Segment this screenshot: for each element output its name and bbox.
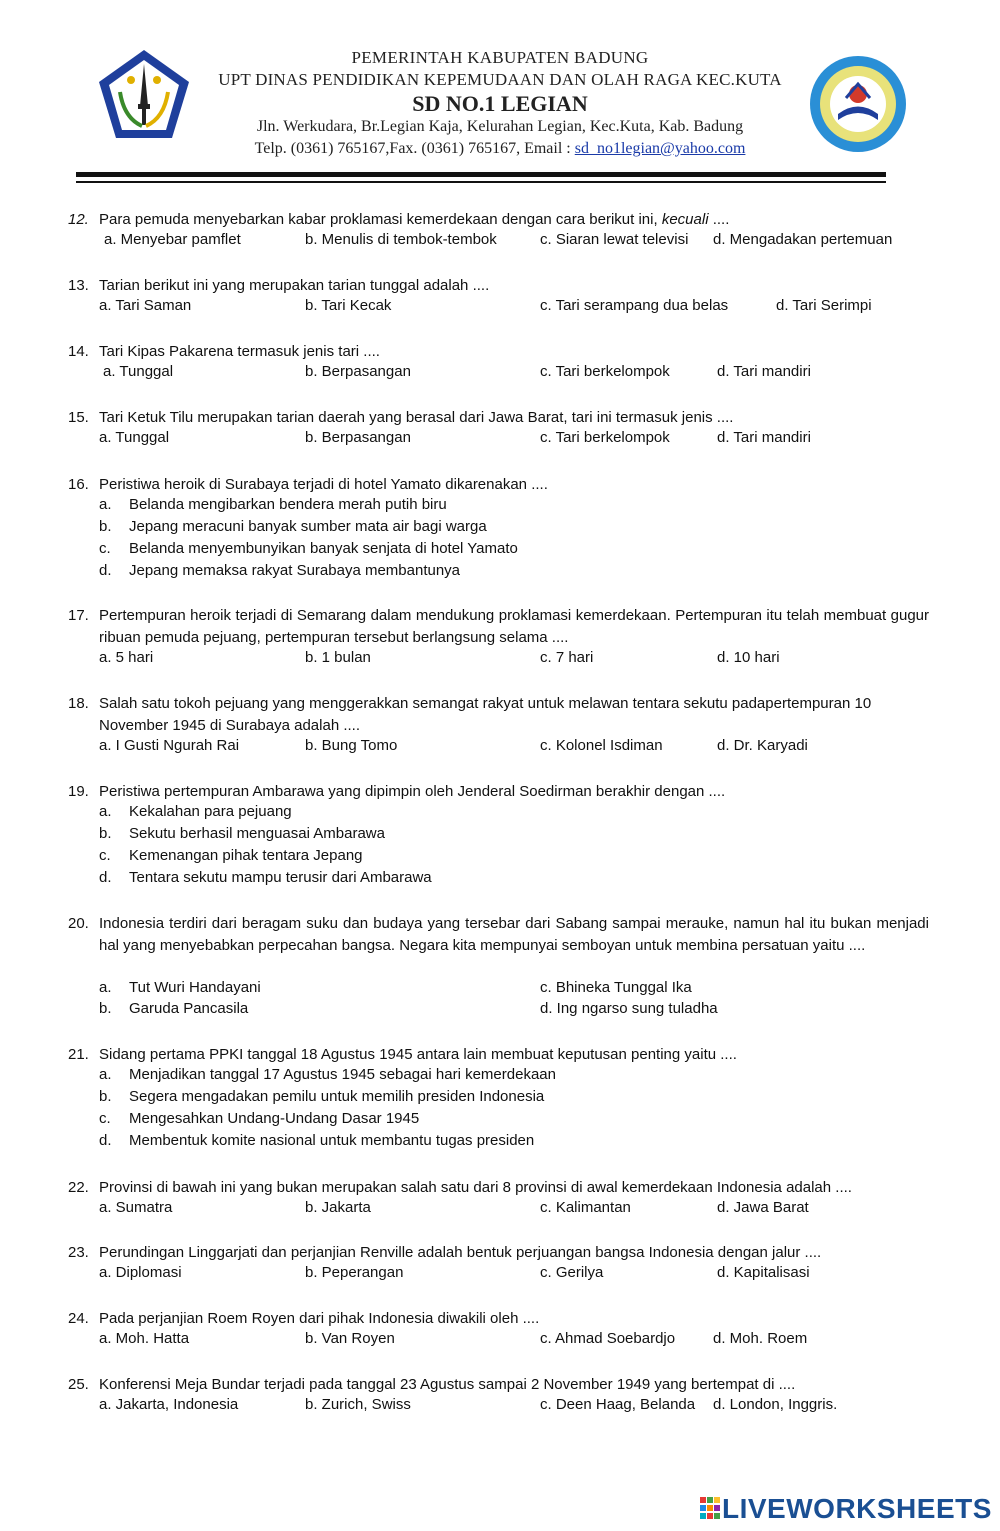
question-number: 24. [68, 1310, 89, 1327]
question-number: 25. [68, 1376, 89, 1393]
option-text: Kemenangan pihak tentara Jepang [129, 847, 363, 864]
option-a[interactable]: a. I Gusti Ngurah Rai [99, 737, 240, 754]
option-a-letter: a. [99, 979, 112, 996]
option-c[interactable] [0, 1110, 1000, 1132]
option-b[interactable]: b. Berpasangan [305, 363, 411, 380]
options-row [0, 649, 1000, 671]
option-a[interactable]: a. Sumatra [99, 1199, 173, 1216]
question-stem: Tari Ketuk Tilu merupakan tarian daerah yang berasal dari Jawa Barat, tari ini termasuk jenis .... [99, 409, 734, 426]
option-a[interactable]: a. Moh. Hatta [99, 1330, 190, 1347]
option-b[interactable] [0, 1088, 1000, 1110]
option-a[interactable]: a. Tari Saman [99, 297, 192, 314]
option-c[interactable]: c. 7 hari [540, 649, 594, 666]
question-number: 18. [68, 695, 89, 712]
question-stem: Perundingan Linggarjati dan perjanjian Renville adalah bentuk perjuangan bangsa Indonesia dengan jalur .... [99, 1244, 822, 1261]
question-stem: Pertempuran heroik terjadi di Semarang dalam mendukung proklamasi kemerdekaan. Pertempuran itu telah membuat gugur ribuan pemuda pejuang, pertempuran tersebut berlangsung selama .... [99, 607, 929, 646]
options-row [0, 297, 1000, 319]
option-text: Belanda menyembunyikan banyak senjata di hotel Yamato [129, 540, 518, 557]
option-d[interactable]: d. Jawa Barat [717, 1199, 809, 1216]
option-d[interactable]: d. Mengadakan pertemuan [713, 231, 893, 248]
options-row [0, 1000, 1000, 1022]
option-text: Menjadikan tanggal 17 Agustus 1945 sebagai hari kemerdekaan [129, 1066, 556, 1083]
option-text: Kekalahan para pejuang [129, 803, 292, 820]
option-a[interactable] [0, 1066, 1000, 1088]
option-b[interactable]: b. Menulis di tembok-tembok [305, 231, 497, 248]
question-stem: Konferensi Meja Bundar terjadi pada tanggal 23 Agustus sampai 2 November 1949 yang bertempat di .... [99, 1376, 796, 1393]
option-b[interactable]: b. Berpasangan [305, 429, 411, 446]
option-d[interactable]: d. Tari mandiri [717, 429, 811, 446]
question-stem: Peristiwa heroik di Surabaya terjadi di hotel Yamato dikarenakan .... [99, 476, 548, 493]
stem-text: Para pemuda menyebarkan kabar proklamasi kemerdekaan dengan cara berikut ini, [99, 211, 662, 228]
option-letter: d. [99, 1132, 112, 1149]
option-c[interactable]: c. Ahmad Soebardjo [540, 1330, 676, 1347]
option-b[interactable]: b. Zurich, Swiss [305, 1396, 411, 1413]
option-text: Jepang memaksa rakyat Surabaya membantunya [129, 562, 461, 579]
options-row [0, 979, 1000, 1001]
options-row [0, 1264, 1000, 1286]
option-letter: b. [99, 518, 112, 535]
liveworksheets-logo-icon [700, 1497, 720, 1523]
option-d[interactable]: d. Dr. Karyadi [717, 737, 808, 754]
option-c[interactable]: c. Tari berkelompok [540, 429, 670, 446]
option-a[interactable]: a. Tunggal [99, 429, 170, 446]
question-stem: Pada perjanjian Roem Royen dari pihak Indonesia diwakili oleh .... [99, 1310, 540, 1327]
option-letter: a. [99, 496, 112, 513]
option-d[interactable] [0, 869, 1000, 891]
option-b[interactable]: b. 1 bulan [305, 649, 371, 666]
option-text: Segera mengadakan pemilu untuk memilih presiden Indonesia [129, 1088, 545, 1105]
school-address: Jln. Werkudara, Br.Legian Kaja, Kelurahan Legian, Kec.Kuta, Kab. Badung [256, 118, 744, 135]
question-stem: Sidang pertama PPKI tanggal 18 Agustus 1945 antara lain membuat keputusan penting yaitu .... [99, 1046, 737, 1063]
contact-text: Telp. (0361) 765167,Fax. (0361) 765167, Email : [254, 140, 575, 157]
option-c[interactable]: c. Gerilya [540, 1264, 604, 1281]
option-c[interactable]: c. Deen Haag, Belanda [540, 1396, 696, 1413]
email-link[interactable]: sd_no1legian@yahoo.com [574, 140, 746, 157]
header-divider-thin [76, 181, 886, 183]
question-number: 22. [68, 1179, 89, 1196]
option-b[interactable]: b. Tari Kecak [305, 297, 392, 314]
option-b[interactable] [0, 518, 1000, 540]
question-number: 12. [68, 211, 89, 228]
question-stem: Tari Kipas Pakarena termasuk jenis tari .... [99, 343, 380, 360]
department-name: UPT DINAS PENDIDIKAN KEPEMUDAAN DAN OLAH RAGA KEC.KUTA [218, 70, 782, 89]
option-text: Jepang meracuni banyak sumber mata air bagi warga [129, 518, 487, 535]
option-c[interactable] [0, 540, 1000, 562]
option-text: Tentara sekutu mampu terusir dari Ambarawa [129, 869, 432, 886]
option-letter: b. [99, 1088, 112, 1105]
question-number: 16. [68, 476, 89, 493]
options-row [0, 231, 1000, 253]
question-stem [99, 209, 929, 231]
school-name: SD NO.1 LEGIAN [412, 91, 588, 116]
option-letter: d. [99, 562, 112, 579]
option-letter: a. [99, 1066, 112, 1083]
option-b[interactable] [0, 825, 1000, 847]
option-a[interactable]: a. Jakarta, Indonesia [99, 1396, 239, 1413]
question-stem: Tarian berikut ini yang merupakan tarian tunggal adalah .... [99, 277, 490, 294]
option-b[interactable]: b. Jakarta [305, 1199, 371, 1216]
option-b-letter: b. [99, 1000, 112, 1017]
question-number: 13. [68, 277, 89, 294]
option-c[interactable]: c. Bhineka Tunggal Ika [540, 979, 692, 996]
option-letter: c. [99, 1110, 111, 1127]
options-row [0, 1330, 1000, 1352]
options-row [0, 1199, 1000, 1221]
option-letter: c. [99, 847, 111, 864]
option-a[interactable]: a. Menyebar pamflet [104, 231, 241, 248]
question-stem: Salah satu tokoh pejuang yang menggerakkan semangat rakyat untuk melawan tentara sekutu padapertempuran 10 November 1945 di Surabaya adalah .... [99, 695, 872, 734]
option-c[interactable]: c. Tari serampang dua belas [540, 297, 729, 314]
options-row [0, 363, 1000, 385]
school-logo-icon [808, 54, 908, 154]
question-number: 14. [68, 343, 89, 360]
options-row [0, 1396, 1000, 1418]
option-c[interactable]: c. Tari berkelompok [540, 363, 670, 380]
option-c[interactable] [0, 847, 1000, 869]
option-c[interactable]: c. Kolonel Isdiman [540, 737, 663, 754]
option-letter: d. [99, 869, 112, 886]
option-letter: c. [99, 540, 111, 557]
option-d[interactable]: d. Moh. Roem [713, 1330, 808, 1347]
option-c[interactable]: c. Siaran lewat televisi [540, 231, 689, 248]
option-d[interactable]: d. Kapitalisasi [717, 1264, 810, 1281]
option-a[interactable]: a. Tunggal [103, 363, 174, 380]
question-number: 20. [68, 915, 89, 932]
stem-end: .... [708, 211, 730, 228]
option-text: Belanda mengibarkan bendera merah putih biru [129, 496, 447, 513]
stem-emphasis: kecuali [661, 211, 709, 228]
option-a[interactable]: Tut Wuri Handayani [129, 979, 261, 996]
option-a[interactable]: a. 5 hari [99, 649, 154, 666]
option-d[interactable]: d. Tari Serimpi [776, 297, 872, 314]
options-row [0, 737, 1000, 759]
question-number: 15. [68, 409, 89, 426]
question-number: 21. [68, 1046, 89, 1063]
option-d[interactable]: d. 10 hari [717, 649, 780, 666]
option-c[interactable]: c. Kalimantan [540, 1199, 631, 1216]
question-number: 19. [68, 783, 89, 800]
option-letter: b. [99, 825, 112, 842]
options-row [0, 429, 1000, 451]
option-d[interactable] [0, 562, 1000, 584]
option-a[interactable]: a. Diplomasi [99, 1264, 182, 1281]
option-text: Mengesahkan Undang-Undang Dasar 1945 [129, 1110, 420, 1127]
option-b[interactable]: Garuda Pancasila [129, 1000, 249, 1017]
letterhead [0, 0, 1000, 200]
option-text: Membentuk komite nasional untuk membantu tugas presiden [129, 1132, 535, 1149]
option-letter: a. [99, 803, 112, 820]
question-number: 17. [68, 607, 89, 624]
option-text: Sekutu berhasil menguasai Ambarawa [129, 825, 385, 842]
option-d[interactable]: d. Tari mandiri [717, 363, 811, 380]
question-stem: Provinsi di bawah ini yang bukan merupakan salah satu dari 8 provinsi di awal kemerdekaan Indonesia adalah .... [99, 1179, 852, 1196]
question-stem: Indonesia terdiri dari beragam suku dan budaya yang tersebar dari Sabang sampai merauke, namun hal itu bukan menjadi hal yang menyebabkan perpecahan bangsa. Negara kita mempunyai semboyan untuk membina persatuan yaitu .... [99, 915, 929, 954]
option-d[interactable] [0, 1132, 1000, 1154]
option-d[interactable]: d. Ing ngarso sung tuladha [540, 1000, 718, 1017]
option-a[interactable] [0, 803, 1000, 825]
option-b[interactable]: b. Bung Tomo [305, 737, 398, 754]
option-b[interactable]: b. Peperangan [305, 1264, 404, 1281]
liveworksheets-brand[interactable]: LIVEWORKSHEETS [722, 1493, 992, 1524]
question-stem: Peristiwa pertempuran Ambarawa yang dipimpin oleh Jenderal Soedirman berakhir dengan .... [99, 783, 726, 800]
header-divider [76, 172, 886, 177]
option-a[interactable] [0, 496, 1000, 518]
question-number: 23. [68, 1244, 89, 1261]
option-d[interactable]: d. London, Inggris. [713, 1396, 838, 1413]
option-b[interactable]: b. Van Royen [305, 1330, 395, 1347]
government-name: PEMERINTAH KABUPATEN BADUNG [351, 48, 649, 67]
